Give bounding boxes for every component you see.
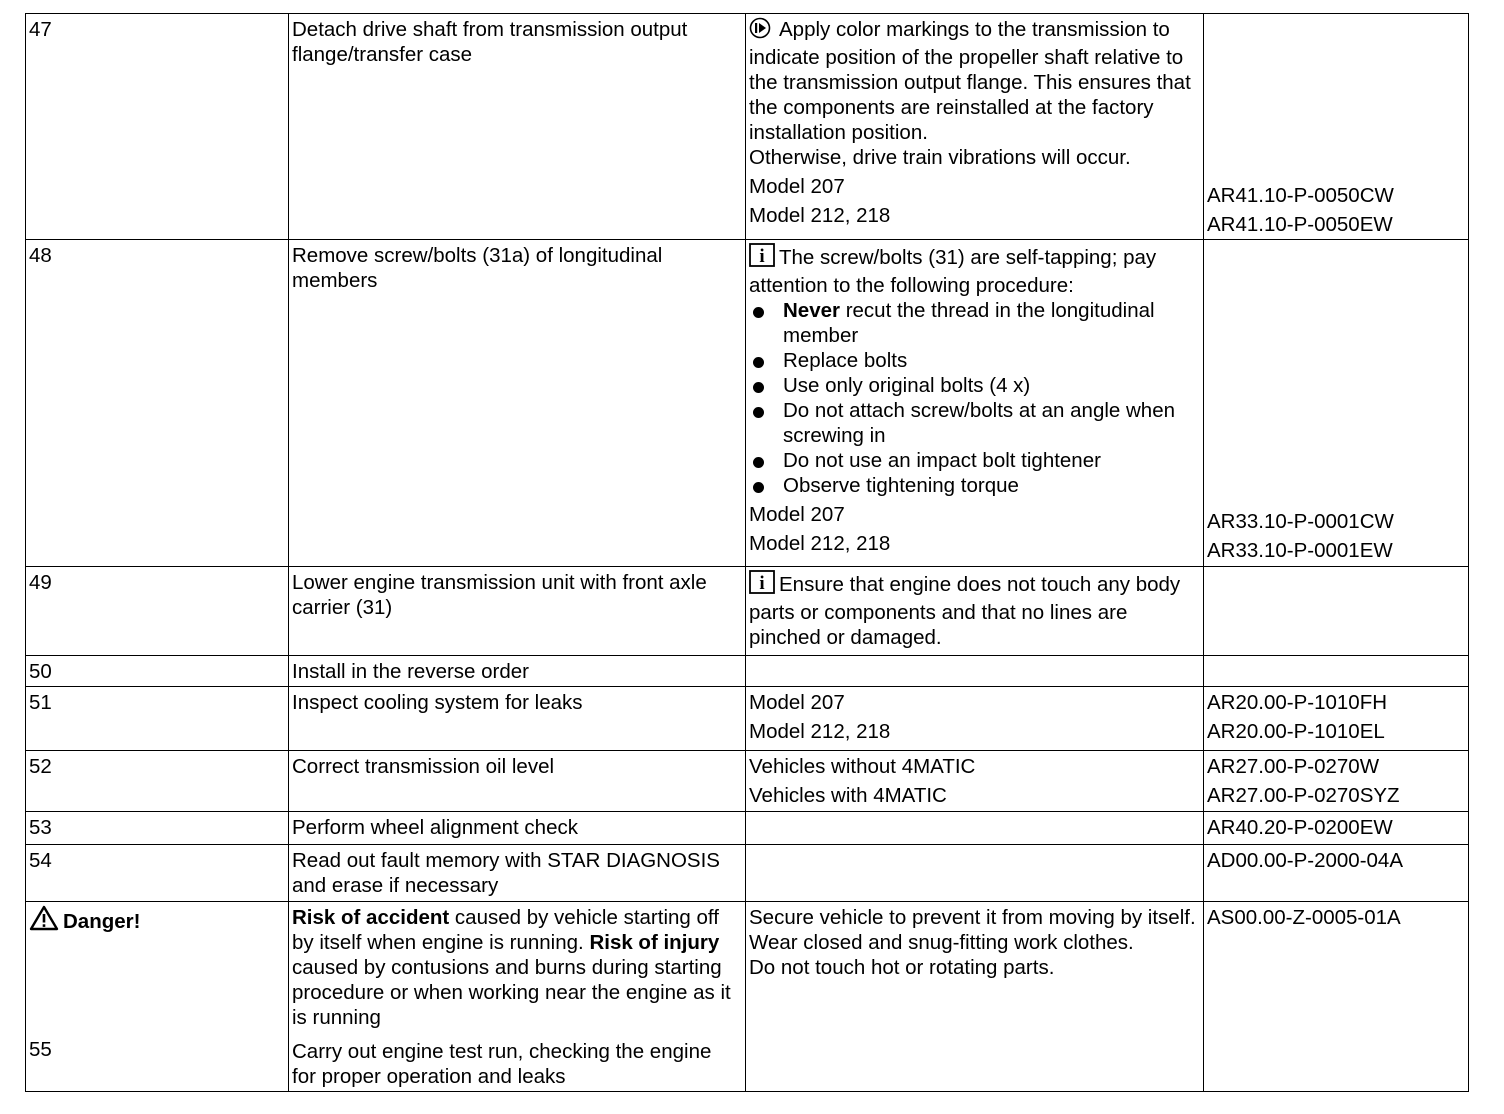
list-item: Never recut the thread in the longitudinal member — [749, 298, 1198, 348]
step-number: 52 — [26, 751, 289, 812]
table-row — [26, 240, 1469, 567]
note-text: Ensure that engine does not touch any body parts or components and that no lines are pinched or damaged. — [749, 573, 1181, 649]
step-action: Perform wheel alignment check — [289, 812, 746, 845]
ref-label: Vehicles with 4MATIC — [749, 784, 947, 807]
step-number: 49 — [26, 567, 289, 656]
step-number: 51 — [26, 687, 289, 751]
measure-text: Do not touch hot or rotating parts. — [749, 956, 1055, 979]
ref-label: Model 207 — [749, 503, 845, 526]
step-action — [289, 902, 746, 1092]
ref-code: AR20.00-P-1010FH — [1207, 691, 1388, 714]
step-action: Read out fault memory with STAR DIAGNOSIS and erase if necessary — [289, 845, 746, 902]
danger-text: Risk of accident caused by vehicle starting off by itself when engine is running. Risk of injury caused by contusions and burns during starting procedure or when working near the engine as it is running — [292, 906, 731, 1029]
table-row — [26, 14, 1469, 240]
info-box-icon — [749, 570, 775, 600]
table-row — [26, 567, 1469, 656]
ref-label: Model 212, 218 — [749, 204, 891, 227]
measure-text: Wear closed and snug-fitting work clothes. — [749, 931, 1134, 954]
ref-cell — [1204, 567, 1469, 656]
step-number: 48 — [26, 240, 289, 567]
svg-text:i: i — [759, 573, 765, 594]
step-action-55: Carry out engine test run, checking the engine for proper operation and leaks — [292, 1040, 712, 1088]
measure-text: Secure vehicle to prevent it from moving by itself. — [749, 906, 1196, 929]
table-row — [26, 845, 1469, 902]
danger-measures — [746, 902, 1204, 1092]
procedure-table — [25, 13, 1469, 1092]
ref-code: AR27.00-P-0270SYZ — [1207, 784, 1400, 807]
list-item: Replace bolts — [749, 348, 1198, 373]
ref-cell — [1204, 240, 1469, 567]
note-text: Apply color markings to the transmission to indicate position of the propeller shaft relative to the transmission output flange. This ensures that the components are reinstalled at the factory installation position. — [749, 18, 1191, 144]
step-action: Remove screw/bolts (31a) of longitudinal members — [289, 240, 746, 567]
step-number: 54 — [26, 845, 289, 902]
ref-cell — [1204, 14, 1469, 240]
ref-cell — [1204, 656, 1469, 687]
ref-label: Model 207 — [749, 175, 845, 198]
step-number: 53 — [26, 812, 289, 845]
ref-label: Model 212, 218 — [749, 720, 891, 743]
step-note — [746, 751, 1204, 812]
ref-code: AR41.10-P-0050CW — [1207, 184, 1394, 207]
ref-code: AD00.00-P-2000-04A — [1204, 845, 1469, 902]
arrow-circle-icon — [749, 17, 775, 45]
step-number-55: 55 — [29, 1038, 52, 1061]
step-note — [746, 656, 1204, 687]
step-note — [746, 240, 1204, 567]
ref-label: Model 212, 218 — [749, 532, 891, 555]
ref-code: AR27.00-P-0270W — [1207, 755, 1380, 778]
ref-code: AR20.00-P-1010EL — [1207, 720, 1385, 743]
note-warning: Otherwise, drive train vibrations will occur. — [749, 146, 1131, 169]
ref-label: Model 207 — [749, 691, 845, 714]
ref-code: AR41.10-P-0050EW — [1207, 213, 1393, 236]
table-row — [26, 656, 1469, 687]
table-row — [26, 687, 1469, 751]
ref-code: AR33.10-P-0001EW — [1207, 539, 1393, 562]
step-action: Inspect cooling system for leaks — [289, 687, 746, 751]
table-row — [26, 902, 1469, 1092]
table-row — [26, 751, 1469, 812]
step-number: 50 — [26, 656, 289, 687]
step-note — [746, 567, 1204, 656]
list-item: Observe tightening torque — [749, 473, 1198, 498]
info-box-icon — [749, 243, 775, 273]
note-text: The screw/bolts (31) are self-tapping; pay attention to the following procedure: — [749, 246, 1157, 297]
list-item: Do not use an impact bolt tightener — [749, 448, 1198, 473]
list-item: Use only original bolts (4 x) — [749, 373, 1198, 398]
svg-text:i: i — [759, 246, 765, 267]
ref-code: AR33.10-P-0001CW — [1207, 510, 1394, 533]
step-action: Install in the reverse order — [289, 656, 746, 687]
step-action: Lower engine transmission unit with front axle carrier (31) — [289, 567, 746, 656]
step-note — [746, 845, 1204, 902]
step-action: Correct transmission oil level — [289, 751, 746, 812]
procedure-list — [749, 298, 1198, 498]
ref-code: AS00.00-Z-0005-01A — [1204, 902, 1469, 1092]
list-item: Do not attach screw/bolts at an angle when screwing in — [749, 398, 1198, 448]
step-note — [746, 14, 1204, 240]
step-number — [26, 902, 289, 1092]
step-note — [746, 687, 1204, 751]
step-number: 47 — [26, 14, 289, 240]
warning-triangle-icon — [29, 905, 59, 937]
ref-label: Vehicles without 4MATIC — [749, 755, 976, 778]
ref-code: AR40.20-P-0200EW — [1204, 812, 1469, 845]
table-row — [26, 812, 1469, 845]
ref-cell — [1204, 751, 1469, 812]
danger-heading: Danger! — [63, 910, 141, 933]
step-note — [746, 812, 1204, 845]
step-action: Detach drive shaft from transmission output flange/transfer case — [289, 14, 746, 240]
ref-cell — [1204, 687, 1469, 751]
